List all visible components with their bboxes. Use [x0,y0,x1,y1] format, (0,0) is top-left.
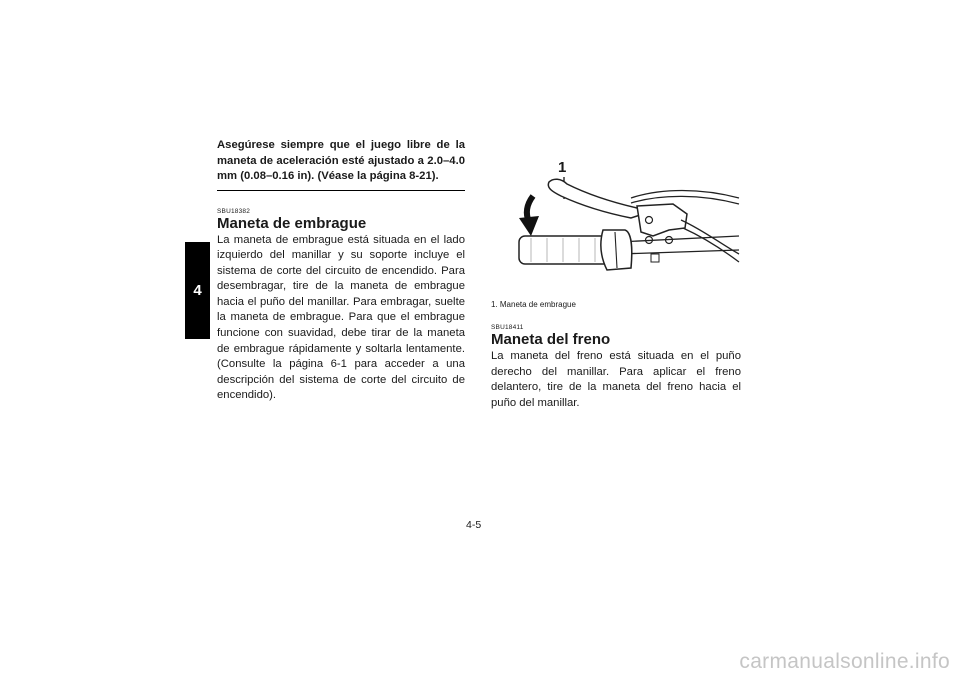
clutch-lever-figure [491,158,741,285]
right-column [491,158,741,411]
clutch-heading: Maneta de embrague [217,214,367,232]
page-number: 4-5 [466,519,482,531]
left-column [217,138,465,404]
warning-note: Asegúrese siempre que el juego libre de la maneta de aceleración esté ajustado a 2.0–4.0 mm (0.08–0.16 in). (Véase la página 8-21). [217,139,465,182]
figure-callout-1: 1 [558,159,567,176]
figure-caption: 1. Maneta de embrague [491,300,576,309]
section-code-clutch: SBU18382 [217,207,251,215]
warning-rule [217,190,465,191]
brake-body: La maneta del freno está situada en el puño derecho del manillar. Para aplicar el freno delantero, tire de la maneta del freno hacia el puño del manillar. [491,350,741,409]
clutch-body: La maneta de embrague está situada en el lado izquierdo del manillar y su soporte incluye el sistema de corte del circuito de encendido. Para desembragar, tire de la maneta de embrague hacia el puño del manillar. Para embragar, suelte la maneta de embrague. Para que el embrague funcione con suavidad, debe tirar de la maneta de embrague rápidamente y soltarla lentamente. (Consulte la página 6-1 para acceder a una descripción del sistema de corte del circuito de encendido). [217,233,465,402]
clutch-lever-illustration [491,158,741,285]
section-code-brake: SBU18411 [491,324,524,331]
brake-heading: Maneta del freno [491,331,611,348]
watermark-text: carmanualsonline.info [739,650,950,673]
chapter-tab: 4 [185,242,210,339]
